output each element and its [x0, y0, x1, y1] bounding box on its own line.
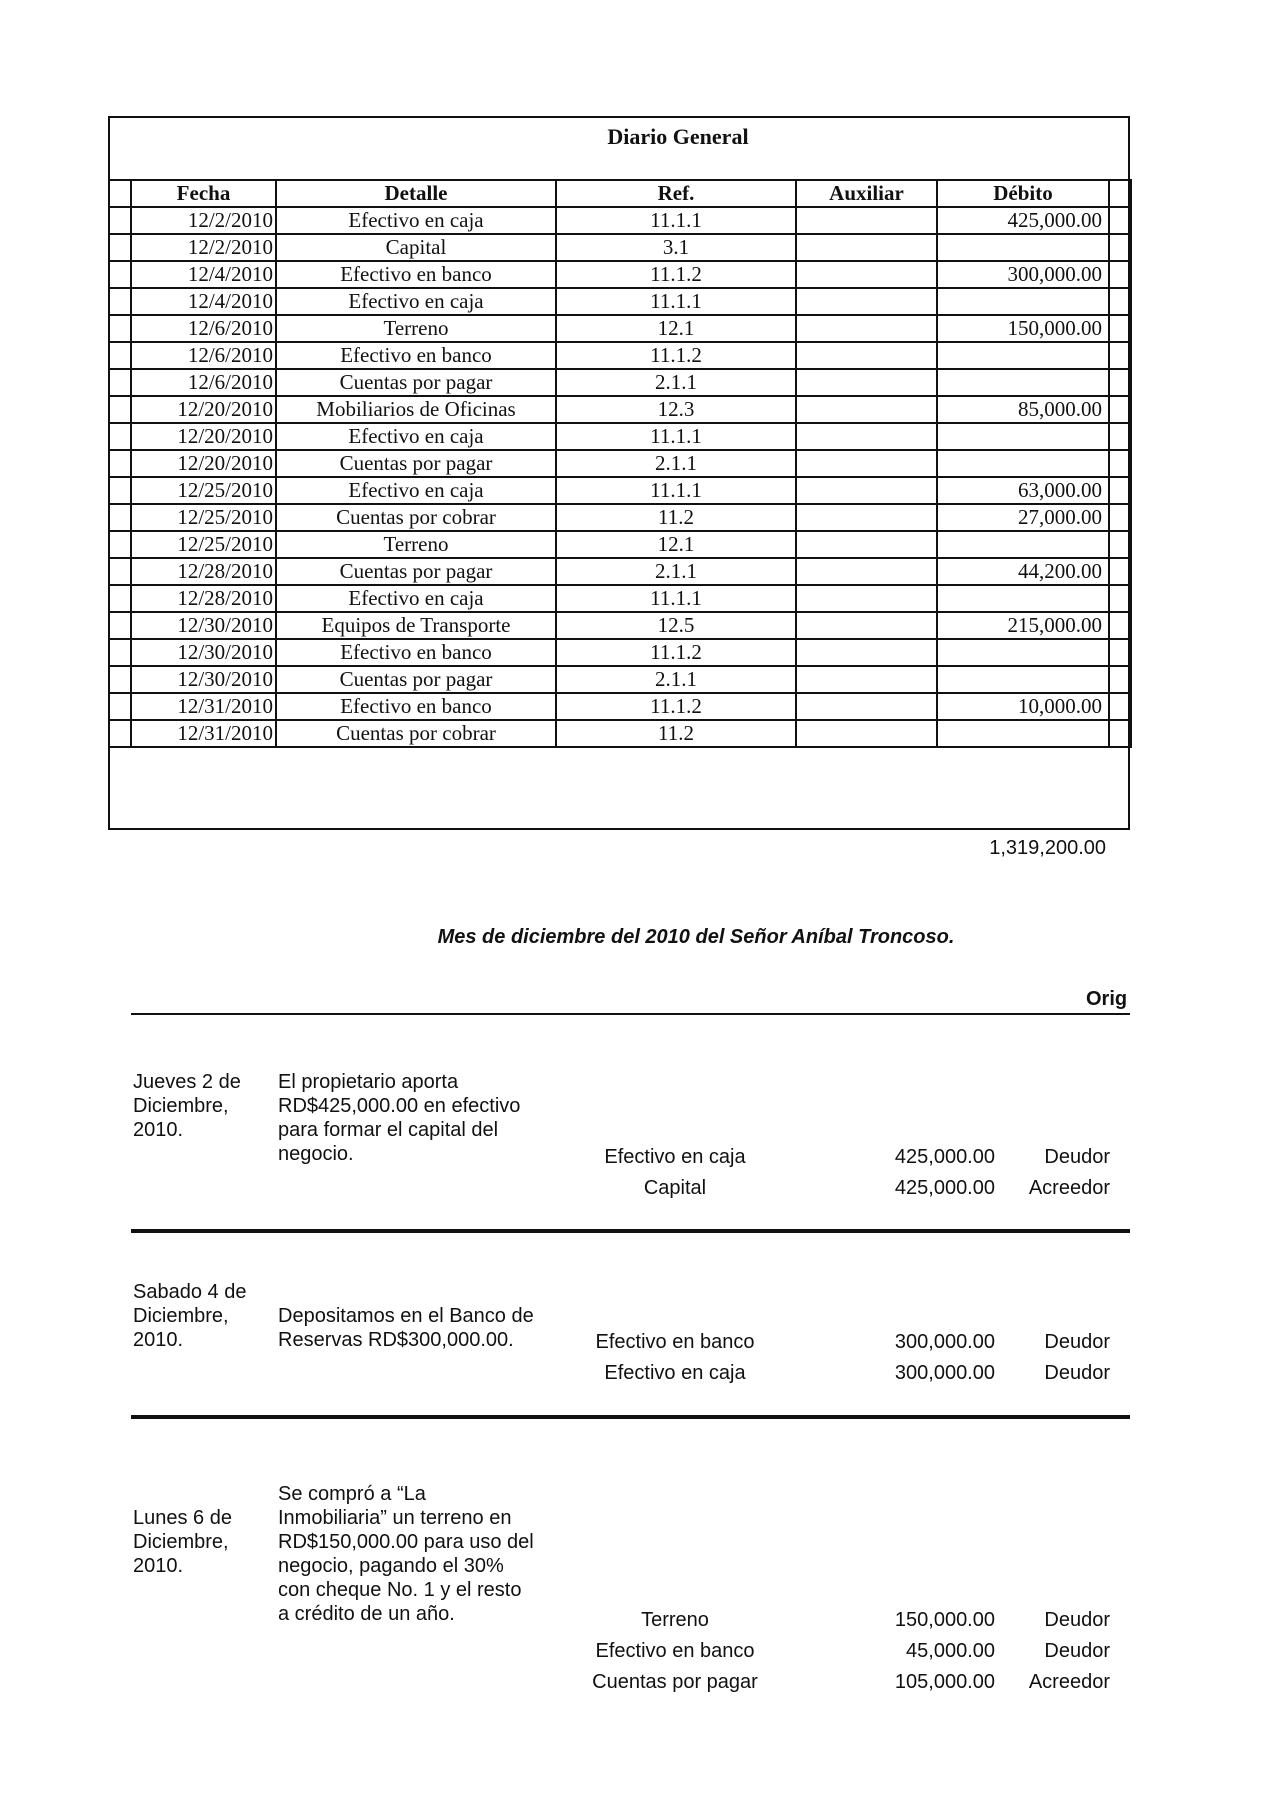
account-nature: Deudor: [1044, 1609, 1110, 1631]
journal-row: [109, 612, 1131, 639]
cell-fecha: 12/25/2010: [131, 531, 276, 558]
cell-debito: 215,000.00: [937, 612, 1109, 639]
entry-date-line: 2010.: [133, 1119, 184, 1141]
cell-detalle: Efectivo en banco: [276, 639, 556, 666]
entry-account-row: [555, 1606, 1115, 1637]
cell-detalle: Efectivo en banco: [276, 342, 556, 369]
entry-date: [133, 1506, 263, 1578]
header-detalle: Detalle: [276, 180, 556, 207]
entry-date-line: Diciembre,: [133, 1305, 229, 1327]
cell-detalle: Efectivo en caja: [276, 207, 556, 234]
cell-auxiliar: [796, 450, 937, 477]
cell-debito: [937, 666, 1109, 693]
row-blank-right: [1109, 585, 1131, 612]
cell-debito: [937, 234, 1109, 261]
entry-date-line: Sabado 4 de: [133, 1281, 247, 1303]
cell-auxiliar: [796, 369, 937, 396]
entry-date-line: Diciembre,: [133, 1095, 229, 1117]
cell-auxiliar: [796, 558, 937, 585]
cell-debito: 63,000.00: [937, 477, 1109, 504]
journal-row: [109, 558, 1131, 585]
entry-date-line: 2010.: [133, 1555, 184, 1577]
cell-debito: 150,000.00: [937, 315, 1109, 342]
header-blank-right: [1109, 180, 1131, 207]
cell-ref: 11.1.2: [556, 639, 796, 666]
cell-debito: [937, 585, 1109, 612]
entry-date: [133, 1280, 263, 1352]
account-nature: Deudor: [1044, 1331, 1110, 1353]
cell-debito: 300,000.00: [937, 261, 1109, 288]
header-divider: [131, 1013, 1130, 1015]
journal-row: [109, 693, 1131, 720]
row-blank-left: [109, 207, 131, 234]
cell-detalle: Efectivo en caja: [276, 585, 556, 612]
account-amount: 425,000.00: [894, 1146, 995, 1168]
cell-fecha: 12/6/2010: [131, 315, 276, 342]
header-ref: Ref.: [556, 180, 796, 207]
account-name: Efectivo en caja: [604, 1146, 746, 1168]
row-blank-right: [1109, 315, 1131, 342]
journal-row: [109, 423, 1131, 450]
account-name: Terreno: [641, 1609, 709, 1631]
row-blank-left: [109, 477, 131, 504]
cell-detalle: Efectivo en caja: [276, 477, 556, 504]
cell-ref: 11.1.2: [556, 342, 796, 369]
cell-fecha: 12/6/2010: [131, 342, 276, 369]
header-blank-left: [109, 180, 131, 207]
cell-auxiliar: [796, 531, 937, 558]
cell-auxiliar: [796, 315, 937, 342]
row-blank-left: [109, 234, 131, 261]
entry-date-line: Diciembre,: [133, 1531, 229, 1553]
row-blank-right: [1109, 423, 1131, 450]
row-blank-left: [109, 315, 131, 342]
journal-row: [109, 207, 1131, 234]
cell-ref: 11.1.1: [556, 423, 796, 450]
cell-auxiliar: [796, 612, 937, 639]
account-nature: Deudor: [1044, 1146, 1110, 1168]
journal-title: Diario General: [607, 124, 749, 149]
cell-debito: [937, 288, 1109, 315]
cell-ref: 12.1: [556, 315, 796, 342]
account-amount: 300,000.00: [894, 1331, 995, 1353]
account-nature: Acreedor: [1028, 1671, 1110, 1693]
cell-detalle: Efectivo en caja: [276, 288, 556, 315]
header-auxiliar: Auxiliar: [796, 180, 937, 207]
account-nature: Acreedor: [1028, 1177, 1110, 1199]
cell-fecha: 12/30/2010: [131, 666, 276, 693]
entry-description-line: RD$150,000.00 para uso del: [278, 1531, 534, 1553]
entry-account-row: [555, 1174, 1115, 1205]
cell-detalle: Efectivo en caja: [276, 423, 556, 450]
cell-auxiliar: [796, 477, 937, 504]
account-nature: Deudor: [1044, 1362, 1110, 1384]
entry-account-row: [555, 1143, 1115, 1174]
entry-date-line: Jueves 2 de: [133, 1071, 241, 1093]
cell-detalle: Terreno: [276, 531, 556, 558]
cell-debito: 425,000.00: [937, 207, 1109, 234]
cell-fecha: 12/4/2010: [131, 261, 276, 288]
account-name: Cuentas por pagar: [592, 1671, 758, 1693]
cell-auxiliar: [796, 639, 937, 666]
cell-ref: 11.2: [556, 720, 796, 747]
journal-row: [109, 585, 1131, 612]
entry-description-line: Depositamos en el Banco de: [278, 1305, 534, 1327]
cell-detalle: Terreno: [276, 315, 556, 342]
cell-auxiliar: [796, 207, 937, 234]
cell-ref: 2.1.1: [556, 369, 796, 396]
entry-description-line: RD$425,000.00 en efectivo: [278, 1095, 521, 1117]
cell-debito: [937, 342, 1109, 369]
cell-ref: 3.1: [556, 234, 796, 261]
cell-fecha: 12/2/2010: [131, 207, 276, 234]
row-blank-right: [1109, 639, 1131, 666]
cell-auxiliar: [796, 666, 937, 693]
cell-auxiliar: [796, 504, 937, 531]
row-blank-left: [109, 531, 131, 558]
row-blank-left: [109, 369, 131, 396]
account-amount: 150,000.00: [894, 1609, 995, 1631]
row-blank-right: [1109, 234, 1131, 261]
row-blank-left: [109, 450, 131, 477]
cell-debito: [937, 720, 1109, 747]
transactions-heading: Mes de diciembre del 2010 del Señor Aníbal Troncoso.: [437, 926, 955, 948]
cell-ref: 11.1.1: [556, 288, 796, 315]
cell-ref: 12.5: [556, 612, 796, 639]
cell-ref: 2.1.1: [556, 450, 796, 477]
cell-auxiliar: [796, 720, 937, 747]
entry-account-row: [555, 1359, 1115, 1390]
cell-debito: 44,200.00: [937, 558, 1109, 585]
account-name: Efectivo en banco: [595, 1331, 755, 1353]
entry-description-line: Se compró a “La: [278, 1483, 426, 1505]
row-blank-left: [109, 558, 131, 585]
cell-fecha: 12/31/2010: [131, 693, 276, 720]
journal-row: [109, 504, 1131, 531]
cell-fecha: 12/2/2010: [131, 234, 276, 261]
cell-ref: 11.1.1: [556, 207, 796, 234]
account-amount: 45,000.00: [906, 1640, 995, 1662]
row-blank-right: [1109, 207, 1131, 234]
cell-auxiliar: [796, 423, 937, 450]
cell-detalle: Equipos de Transporte: [276, 612, 556, 639]
entry-description-line: a crédito de un año.: [278, 1603, 455, 1625]
entry-description: [278, 1482, 558, 1626]
row-blank-right: [1109, 504, 1131, 531]
row-blank-left: [109, 423, 131, 450]
journal-row: [109, 639, 1131, 666]
cell-fecha: 12/28/2010: [131, 558, 276, 585]
account-amount: 105,000.00: [894, 1671, 995, 1693]
cell-auxiliar: [796, 342, 937, 369]
cell-ref: 11.1.1: [556, 477, 796, 504]
origin-column-header: Orig: [1086, 988, 1128, 1010]
entry-account-row: [555, 1328, 1115, 1359]
cell-ref: 11.1.2: [556, 261, 796, 288]
cell-fecha: 12/30/2010: [131, 639, 276, 666]
cell-fecha: 12/30/2010: [131, 612, 276, 639]
entry-description-line: El propietario aporta: [278, 1071, 459, 1093]
journal-row: [109, 450, 1131, 477]
cell-fecha: 12/28/2010: [131, 585, 276, 612]
cell-auxiliar: [796, 585, 937, 612]
row-blank-right: [1109, 396, 1131, 423]
cell-fecha: 12/20/2010: [131, 423, 276, 450]
cell-ref: 11.1.1: [556, 585, 796, 612]
row-blank-right: [1109, 369, 1131, 396]
cell-auxiliar: [796, 693, 937, 720]
entry-description-line: con cheque No. 1 y el resto: [278, 1579, 522, 1601]
cell-fecha: 12/20/2010: [131, 396, 276, 423]
cell-detalle: Cuentas por cobrar: [276, 720, 556, 747]
cell-detalle: Mobiliarios de Oficinas: [276, 396, 556, 423]
row-blank-right: [1109, 531, 1131, 558]
cell-fecha: 12/25/2010: [131, 477, 276, 504]
entry-date-line: Lunes 6 de: [133, 1507, 232, 1529]
row-blank-right: [1109, 288, 1131, 315]
entry-description-line: negocio, pagando el 30%: [278, 1555, 504, 1577]
account-nature: Deudor: [1044, 1640, 1110, 1662]
row-blank-right: [1109, 261, 1131, 288]
entry-divider: [131, 1229, 1130, 1233]
cell-debito: 10,000.00: [937, 693, 1109, 720]
cell-debito: [937, 423, 1109, 450]
cell-debito: [937, 450, 1109, 477]
account-name: Efectivo en caja: [604, 1362, 746, 1384]
cell-debito: 85,000.00: [937, 396, 1109, 423]
journal-total-debito: 1,319,200.00: [989, 837, 1106, 859]
cell-debito: [937, 531, 1109, 558]
entry-date: [133, 1070, 263, 1142]
cell-ref: 2.1.1: [556, 558, 796, 585]
cell-detalle: Cuentas por cobrar: [276, 504, 556, 531]
journal-row: [109, 261, 1131, 288]
cell-ref: 2.1.1: [556, 666, 796, 693]
journal-row: [109, 531, 1131, 558]
cell-debito: [937, 639, 1109, 666]
row-blank-left: [109, 693, 131, 720]
journal-row: [109, 342, 1131, 369]
account-amount: 300,000.00: [894, 1362, 995, 1384]
header-debito: Débito: [937, 180, 1109, 207]
row-blank-left: [109, 612, 131, 639]
cell-ref: 11.2: [556, 504, 796, 531]
journal-row: [109, 369, 1131, 396]
journal-table: [108, 179, 1132, 748]
journal-row: [109, 477, 1131, 504]
cell-fecha: 12/6/2010: [131, 369, 276, 396]
row-blank-left: [109, 261, 131, 288]
row-blank-left: [109, 288, 131, 315]
cell-detalle: Cuentas por pagar: [276, 450, 556, 477]
row-blank-right: [1109, 558, 1131, 585]
row-blank-right: [1109, 612, 1131, 639]
journal-row: [109, 666, 1131, 693]
row-blank-right: [1109, 666, 1131, 693]
journal-row: [109, 720, 1131, 747]
cell-fecha: 12/20/2010: [131, 450, 276, 477]
row-blank-left: [109, 504, 131, 531]
cell-debito: 27,000.00: [937, 504, 1109, 531]
entry-description-line: negocio.: [278, 1143, 354, 1165]
entry-account-row: [555, 1637, 1115, 1668]
row-blank-right: [1109, 477, 1131, 504]
cell-auxiliar: [796, 396, 937, 423]
entry-description-line: Inmobiliaria” un terreno en: [278, 1507, 512, 1529]
cell-fecha: 12/31/2010: [131, 720, 276, 747]
row-blank-right: [1109, 450, 1131, 477]
cell-detalle: Cuentas por pagar: [276, 369, 556, 396]
row-blank-left: [109, 585, 131, 612]
account-name: Capital: [643, 1177, 707, 1199]
cell-auxiliar: [796, 261, 937, 288]
cell-ref: 11.1.2: [556, 693, 796, 720]
cell-ref: 12.3: [556, 396, 796, 423]
header-fecha: Fecha: [131, 180, 276, 207]
journal-header-row: [109, 180, 1131, 207]
row-blank-left: [109, 396, 131, 423]
journal-row: [109, 234, 1131, 261]
row-blank-left: [109, 639, 131, 666]
entry-account-row: [555, 1668, 1115, 1699]
journal-row: [109, 396, 1131, 423]
row-blank-left: [109, 666, 131, 693]
entry-description: [278, 1304, 558, 1352]
journal-row: [109, 315, 1131, 342]
cell-debito: [937, 369, 1109, 396]
account-name: Efectivo en banco: [595, 1640, 755, 1662]
cell-detalle: Cuentas por pagar: [276, 666, 556, 693]
cell-fecha: 12/4/2010: [131, 288, 276, 315]
journal-row: [109, 288, 1131, 315]
cell-auxiliar: [796, 234, 937, 261]
entry-date-line: 2010.: [133, 1329, 184, 1351]
entry-description: [278, 1070, 558, 1166]
row-blank-right: [1109, 693, 1131, 720]
row-blank-left: [109, 342, 131, 369]
entry-description-line: para formar el capital del: [278, 1119, 499, 1141]
entry-divider: [131, 1415, 1130, 1419]
entry-description-line: Reservas RD$300,000.00.: [278, 1329, 514, 1351]
cell-fecha: 12/25/2010: [131, 504, 276, 531]
cell-detalle: Capital: [276, 234, 556, 261]
account-amount: 425,000.00: [894, 1177, 995, 1199]
row-blank-right: [1109, 342, 1131, 369]
cell-detalle: Efectivo en banco: [276, 693, 556, 720]
cell-ref: 12.1: [556, 531, 796, 558]
cell-detalle: Cuentas por pagar: [276, 558, 556, 585]
row-blank-right: [1109, 720, 1131, 747]
cell-auxiliar: [796, 288, 937, 315]
journal-title-cell: [110, 118, 1128, 181]
cell-detalle: Efectivo en banco: [276, 261, 556, 288]
row-blank-left: [109, 720, 131, 747]
